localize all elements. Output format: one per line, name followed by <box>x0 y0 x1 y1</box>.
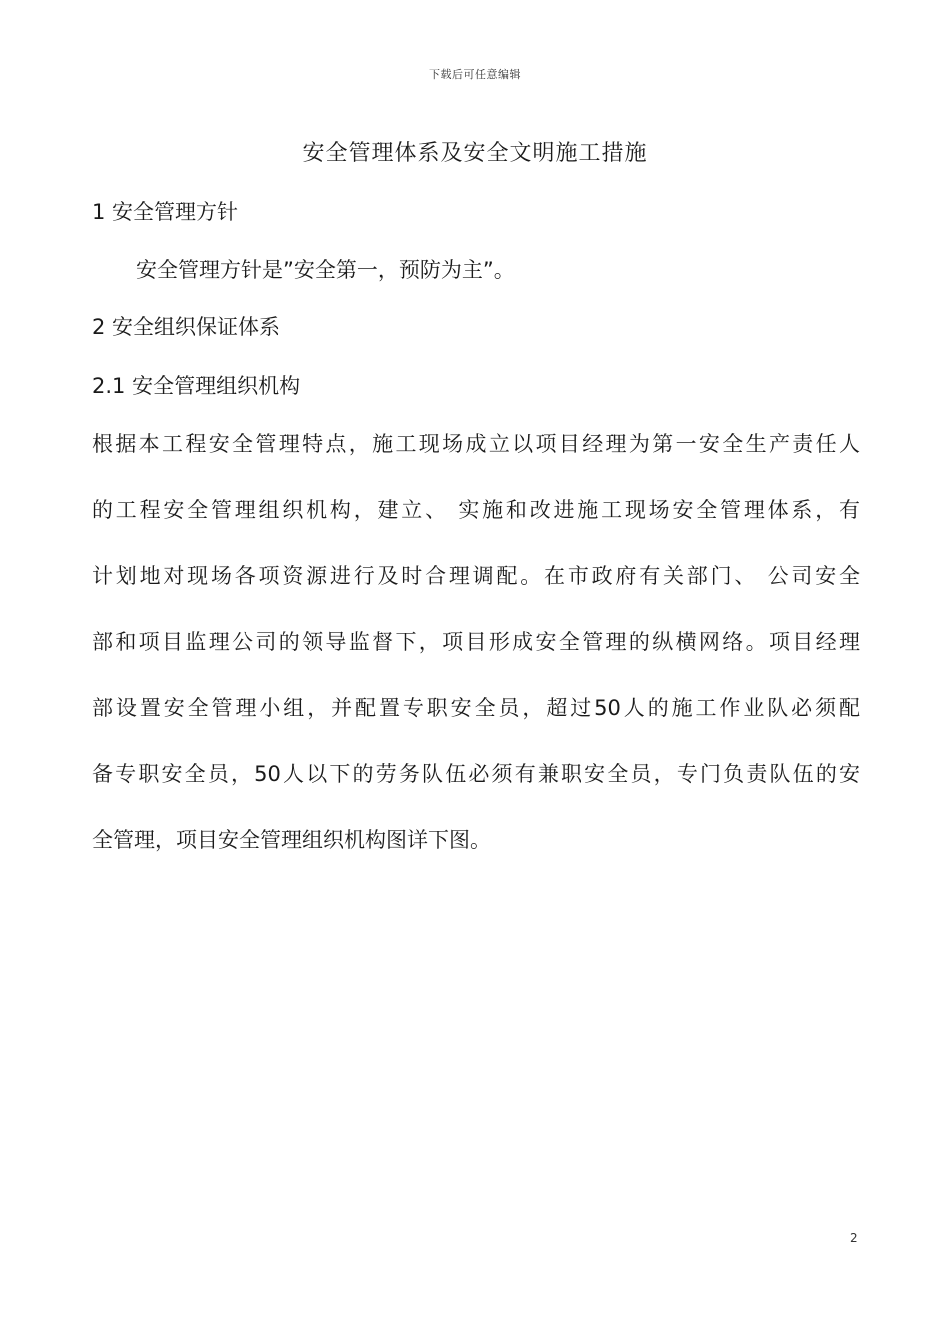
paragraph-line: 备专职安全员，50人以下的劳务队伍必须有兼职安全员，专门负责队伍的安 <box>92 762 860 786</box>
page-number: 2 <box>850 1231 858 1245</box>
paragraph-line: 部设置安全管理小组，并配置专职安全员，超过50人的施工作业队必须配 <box>92 696 860 720</box>
safety-policy-text: 安全管理方针是”安全第一，预防为主”。 <box>136 258 515 282</box>
paragraph-line: 的工程安全管理组织机构，建立、 实施和改进施工现场安全管理体系，有 <box>92 498 860 522</box>
document-title: 安全管理体系及安全文明施工措施 <box>302 141 648 166</box>
paragraph-line: 部和项目监理公司的领导监督下，项目形成安全管理的纵横网络。项目经理 <box>92 630 860 654</box>
paragraph-line: 全管理，项目安全管理组织机构图详下图。 <box>92 828 491 852</box>
section-2-1-heading: 2.1 安全管理组织机构 <box>92 374 301 398</box>
paragraph-line: 计划地对现场各项资源进行及时合理调配。在市政府有关部门、 公司安全 <box>92 564 860 588</box>
header-note: 下载后可任意编辑 <box>429 68 521 81</box>
section-1-heading: 1 安全管理方针 <box>92 200 239 224</box>
section-2-heading: 2 安全组织保证体系 <box>92 315 281 339</box>
paragraph-line: 根据本工程安全管理特点，施工现场成立以项目经理为第一安全生产责任人 <box>92 432 860 456</box>
